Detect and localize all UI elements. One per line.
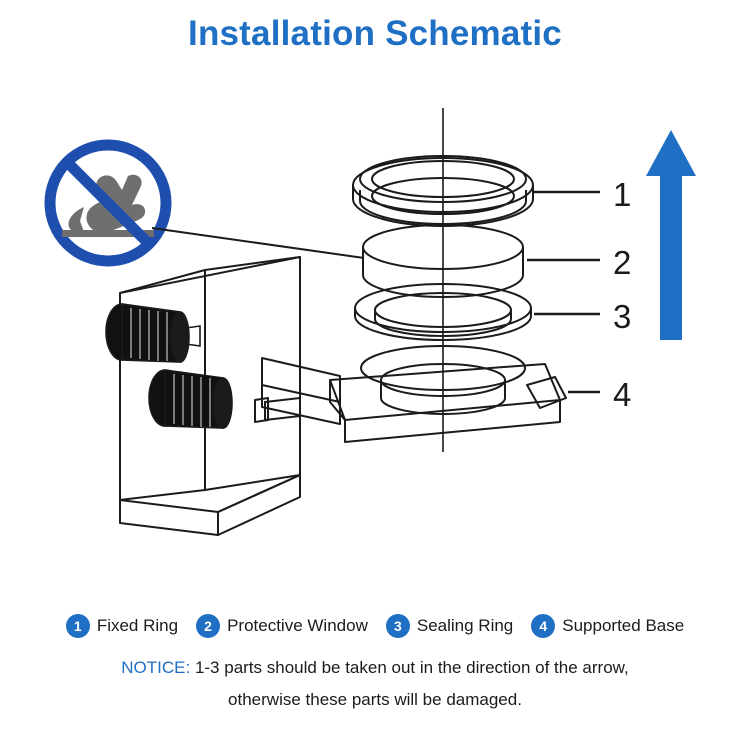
page-title: Installation Schematic [188,14,562,53]
adjustment-knob-upper [106,304,200,362]
legend-label-1: Fixed Ring [96,616,179,635]
legend-label-2: Protective Window [227,616,368,635]
diagram-svg [0,80,750,580]
callout-number-1: 1 [613,176,632,213]
legend-item-4 [531,614,684,638]
callout-number-4: 4 [613,376,632,413]
legend-badge-1: 1 [66,614,90,638]
legend-badge-2: 2 [196,614,220,638]
legend-label-3: Sealing Ring [416,616,514,635]
legend-badge-3: 3 [386,614,410,638]
up-arrow-icon [646,130,696,340]
no-touch-prohibition-icon [50,145,166,261]
legend-label-4: Supported Base [562,616,685,635]
notice-keyword: NOTICE: [121,658,191,677]
legend-badge-4: 4 [531,614,555,638]
legend-item-1 [66,614,178,638]
legend-item-3 [386,614,513,638]
notice-line-1: 1-3 parts should be taken out in the direction of the arrow, [190,658,629,677]
legend-item-2 [196,614,368,638]
notice-line-2: otherwise these parts will be damaged. [228,690,522,709]
exploded-view-diagram [0,80,750,580]
legend [0,606,750,646]
callout-leader-lines [527,192,600,392]
notice-text [0,652,750,716]
adjustment-knob-lower [149,370,232,428]
no-touch-leader-line [152,228,364,258]
callout-number-3: 3 [613,298,632,335]
callout-number-2: 2 [613,244,632,281]
